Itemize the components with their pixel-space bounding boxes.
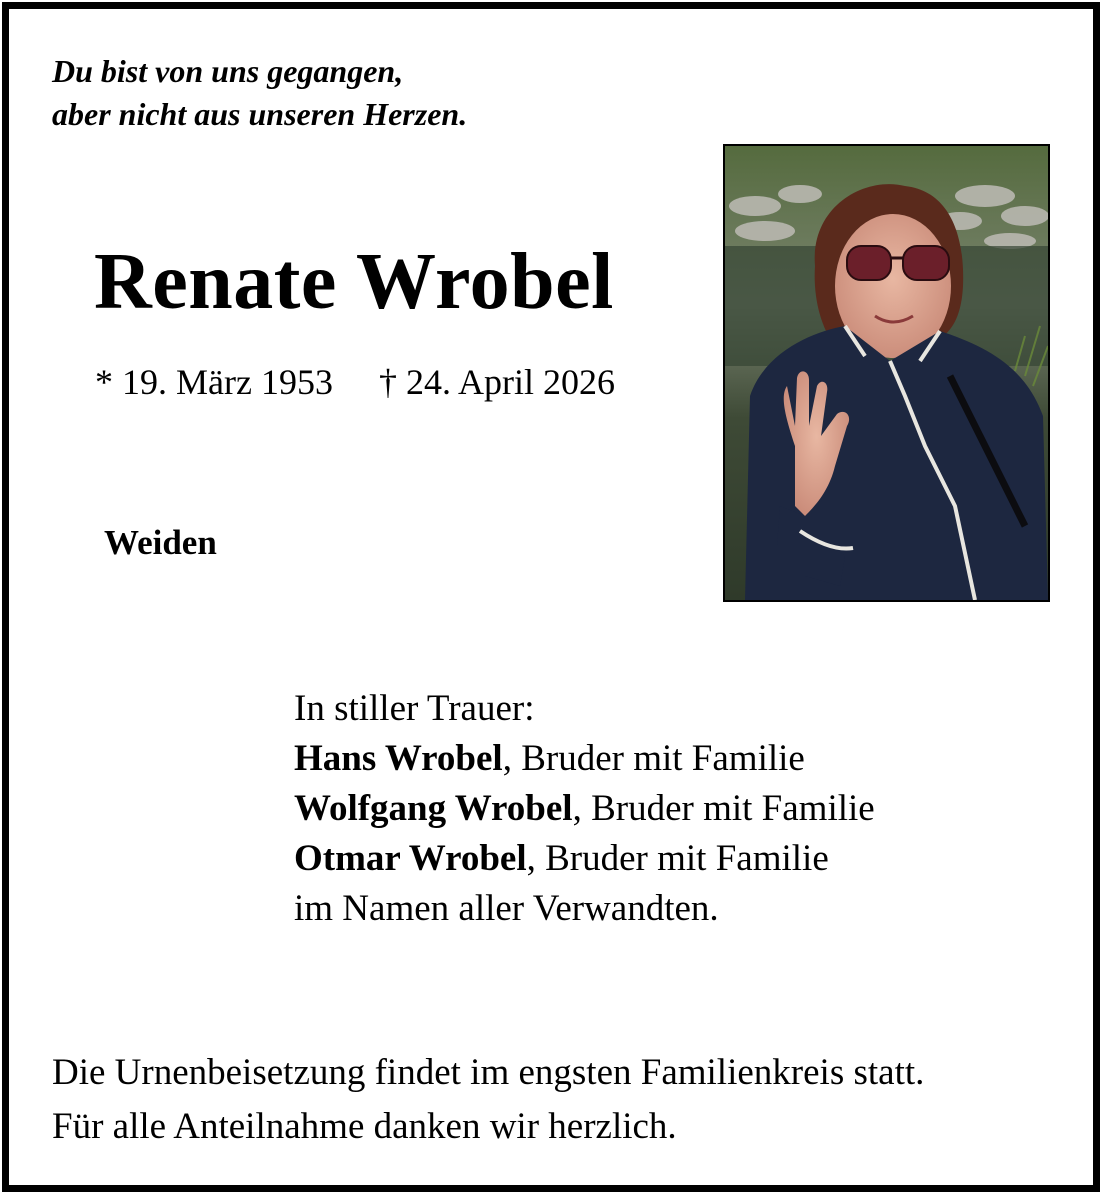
mourners-section <box>294 684 875 934</box>
motto <box>52 50 467 136</box>
footer-line-2: Für alle Anteilnahme danken wir herzlich. <box>52 1106 677 1147</box>
city: Weiden <box>104 523 217 562</box>
mourner-name: Otmar Wrobel <box>294 838 527 879</box>
portrait-photo <box>723 144 1050 602</box>
death-date: † 24. April 2026 <box>378 362 615 402</box>
motto-line-2: aber nicht aus unseren Herzen. <box>52 96 468 132</box>
mourner-relation: , Bruder mit Familie <box>572 788 875 829</box>
motto-line-1: Du bist von uns gegangen, <box>52 53 404 89</box>
mourner-row <box>294 734 875 784</box>
footer-note <box>52 1046 924 1154</box>
mourner-relation: , Bruder mit Familie <box>526 838 829 879</box>
mourner-name: Wolfgang Wrobel <box>294 788 573 829</box>
mourners-intro: In stiller Trauer: <box>294 688 535 729</box>
life-dates <box>95 358 615 406</box>
mourner-relation: , Bruder mit Familie <box>502 738 805 779</box>
footer-line-1: Die Urnenbeisetzung findet im engsten Familienkreis statt. <box>52 1052 925 1093</box>
mourner-row <box>294 784 875 834</box>
mourner-name: Hans Wrobel <box>294 738 503 779</box>
mourner-row <box>294 834 875 884</box>
deceased-name: Renate Wrobel <box>94 238 614 326</box>
birth-date: * 19. März 1953 <box>95 362 333 402</box>
mourners-closing: im Namen aller Verwandten. <box>294 888 719 929</box>
